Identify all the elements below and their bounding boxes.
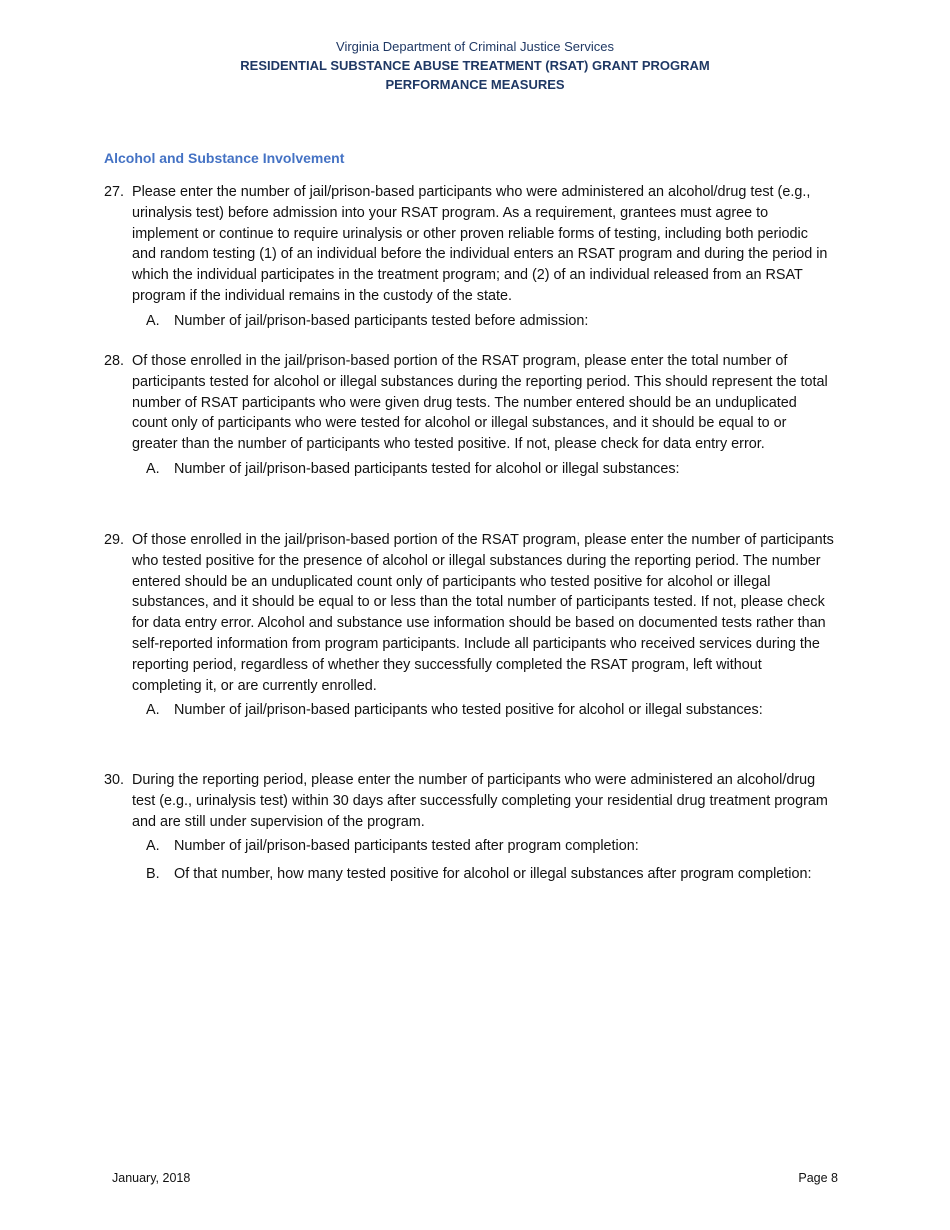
program-title: RESIDENTIAL SUBSTANCE ABUSE TREATMENT (RSAT) GRANT PROGRAM — [240, 58, 710, 73]
item-letter: A. — [146, 702, 160, 719]
question-number: 29. — [104, 532, 125, 548]
question-item — [146, 836, 834, 857]
question-28 — [104, 351, 834, 480]
item-letter: A. — [146, 838, 160, 855]
footer-date: January, 2018 — [112, 1171, 191, 1185]
question-text: Of those enrolled in the jail/prison-based portion of the RSAT program, please enter the number of participants who tested positive for the presence of alcohol or illegal substances during the reporting period. The number entered should be an unduplicated count only of participants who tested positive for alcohol or illegal substances, and it should be equal to or less than the total number of participants tested. If not, please check for data entry error. Alcohol and substance use information should be based on documented tests rather than self-reported information from program participants. Include all participants who received services during the reporting period, regardless of whether they successfully completed the RSAT program, left without completing it, or are currently enrolled. — [132, 532, 834, 694]
question-text: Please enter the number of jail/prison-based participants who were administered an alcohol/drug test (e.g., urinalysis test) before admission into your RSAT program. As a requirement, grantees must agree to implement or continue to require urinalysis or other proven reliable forms of testing, including both periodic and random testing (1) of an individual before the individual enters an RSAT program and during the period in which the individual participates in the treatment program; and (2) of an individual released from an RSAT program if the individual remains in the custody of the state. — [132, 184, 828, 304]
question-29 — [104, 530, 834, 721]
item-letter: B. — [146, 866, 160, 883]
page-header — [0, 37, 950, 94]
item-letter: A. — [146, 312, 160, 329]
question-30 — [104, 770, 834, 886]
question-item — [146, 459, 834, 480]
footer-page-number: Page 8 — [798, 1171, 838, 1185]
item-text: Number of jail/prison-based participants tested before admission: — [174, 312, 589, 329]
question-27 — [104, 182, 834, 332]
measures-title: PERFORMANCE MEASURES — [385, 77, 565, 92]
question-text: Of those enrolled in the jail/prison-based portion of the RSAT program, please enter the total number of participants tested for alcohol or illegal substances during the reporting period. This should represent the total number of RSAT participants who were given drug tests. The number entered should be an unduplicated count only of participants who were tested for alcohol or illegal substances, and it should be equal to or greater than the number of participants who tested positive. If not, please check for data entry error. — [132, 353, 828, 453]
question-item — [146, 863, 834, 886]
item-text: Of that number, how many tested positive for alcohol or illegal substances after program completion: — [174, 866, 812, 883]
question-number: 27. — [104, 184, 125, 200]
question-number: 28. — [104, 353, 125, 369]
question-item — [146, 311, 834, 332]
item-text: Number of jail/prison-based participants tested after program completion: — [174, 838, 639, 855]
section-heading: Alcohol and Substance Involvement — [104, 150, 345, 166]
agency-name: Virginia Department of Criminal Justice Services — [336, 39, 614, 54]
question-number: 30. — [104, 772, 125, 788]
question-text: During the reporting period, please enter the number of participants who were administered an alcohol/drug test (e.g., urinalysis test) within 30 days after successfully completing your residential drug treatment program and are still under supervision of the program. — [132, 772, 828, 830]
item-letter: A. — [146, 460, 160, 477]
item-text: Number of jail/prison-based participants tested for alcohol or illegal substances: — [174, 460, 680, 477]
question-item — [146, 700, 834, 721]
item-text: Number of jail/prison-based participants who tested positive for alcohol or illegal substances: — [174, 702, 763, 719]
